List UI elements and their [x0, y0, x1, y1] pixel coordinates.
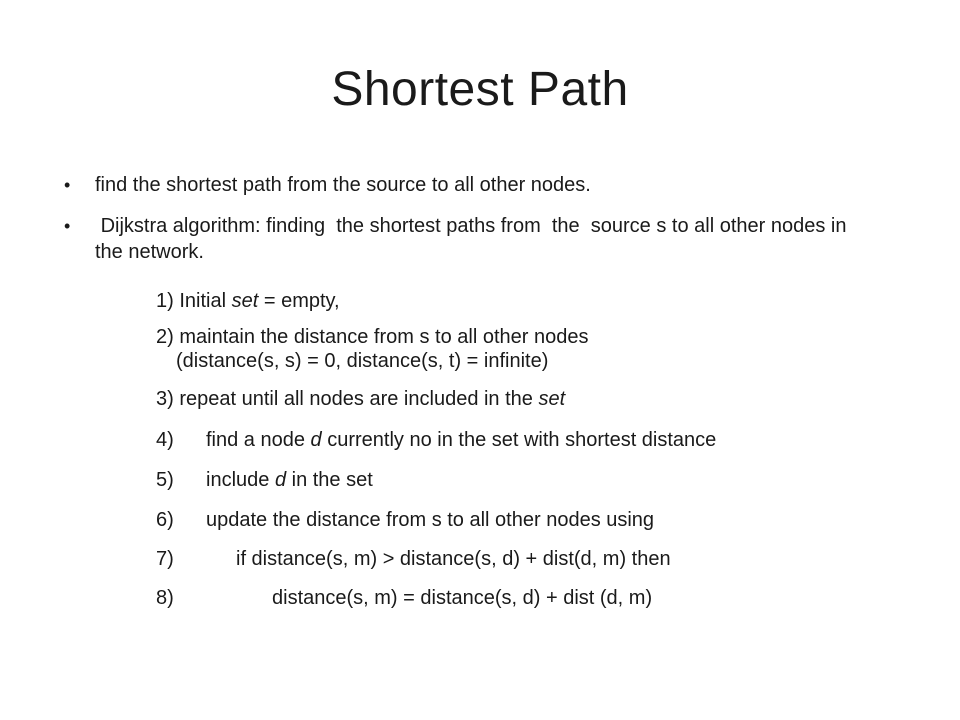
- step-text-italic: set: [231, 290, 259, 312]
- step-text: maintain the distance from s to all other nodes: [179, 326, 589, 348]
- step-text: = empty,: [258, 290, 340, 312]
- step-text: find a node: [206, 429, 311, 451]
- step-number: 1): [156, 290, 180, 312]
- bullet-dot-icon: •: [64, 175, 71, 195]
- step-5: [156, 467, 373, 493]
- step-text: repeat until all nodes are included in the: [179, 388, 539, 410]
- step-text-italic: set: [538, 388, 566, 410]
- step-3: [156, 386, 565, 412]
- step-number: 2): [156, 326, 180, 348]
- step-7: [156, 546, 671, 572]
- step-number: 4): [156, 429, 174, 451]
- step-text: Initial: [179, 290, 232, 312]
- step-number: 5): [156, 469, 174, 491]
- step-text: if distance(s, m) > distance(s, d) + dist(d, m) then: [236, 548, 671, 570]
- step-1: [156, 288, 340, 314]
- slide-title: Shortest Path: [331, 63, 629, 116]
- step-text: update the distance from s to all other nodes using: [206, 509, 655, 531]
- step-4: [156, 427, 716, 453]
- bullet-dot-icon: •: [64, 216, 71, 236]
- step-number: 8): [156, 587, 174, 609]
- step-text: currently no in the set with shortest distance: [321, 429, 717, 451]
- step-number: 3): [156, 388, 180, 410]
- step-2-continuation: [176, 348, 548, 374]
- bullet-text: find the shortest path from the source to all other nodes.: [95, 174, 591, 196]
- bullet-text: Dijkstra algorithm: finding the shortest paths from the source s to all other nodes in the network.: [95, 215, 853, 263]
- step-text: distance(s, m) = distance(s, d) + dist (d, m): [272, 587, 653, 609]
- step-text: (distance(s, s) = 0, distance(s, t) = infinite): [176, 350, 549, 372]
- step-text-italic: d: [310, 429, 322, 451]
- step-number: 6): [156, 509, 174, 531]
- step-text: in the set: [286, 469, 373, 491]
- step-number: 7): [156, 548, 174, 570]
- step-2: [156, 324, 588, 350]
- step-text-italic: d: [274, 469, 287, 491]
- step-8: [156, 585, 652, 611]
- step-6: [156, 507, 654, 533]
- step-text: include: [206, 469, 275, 491]
